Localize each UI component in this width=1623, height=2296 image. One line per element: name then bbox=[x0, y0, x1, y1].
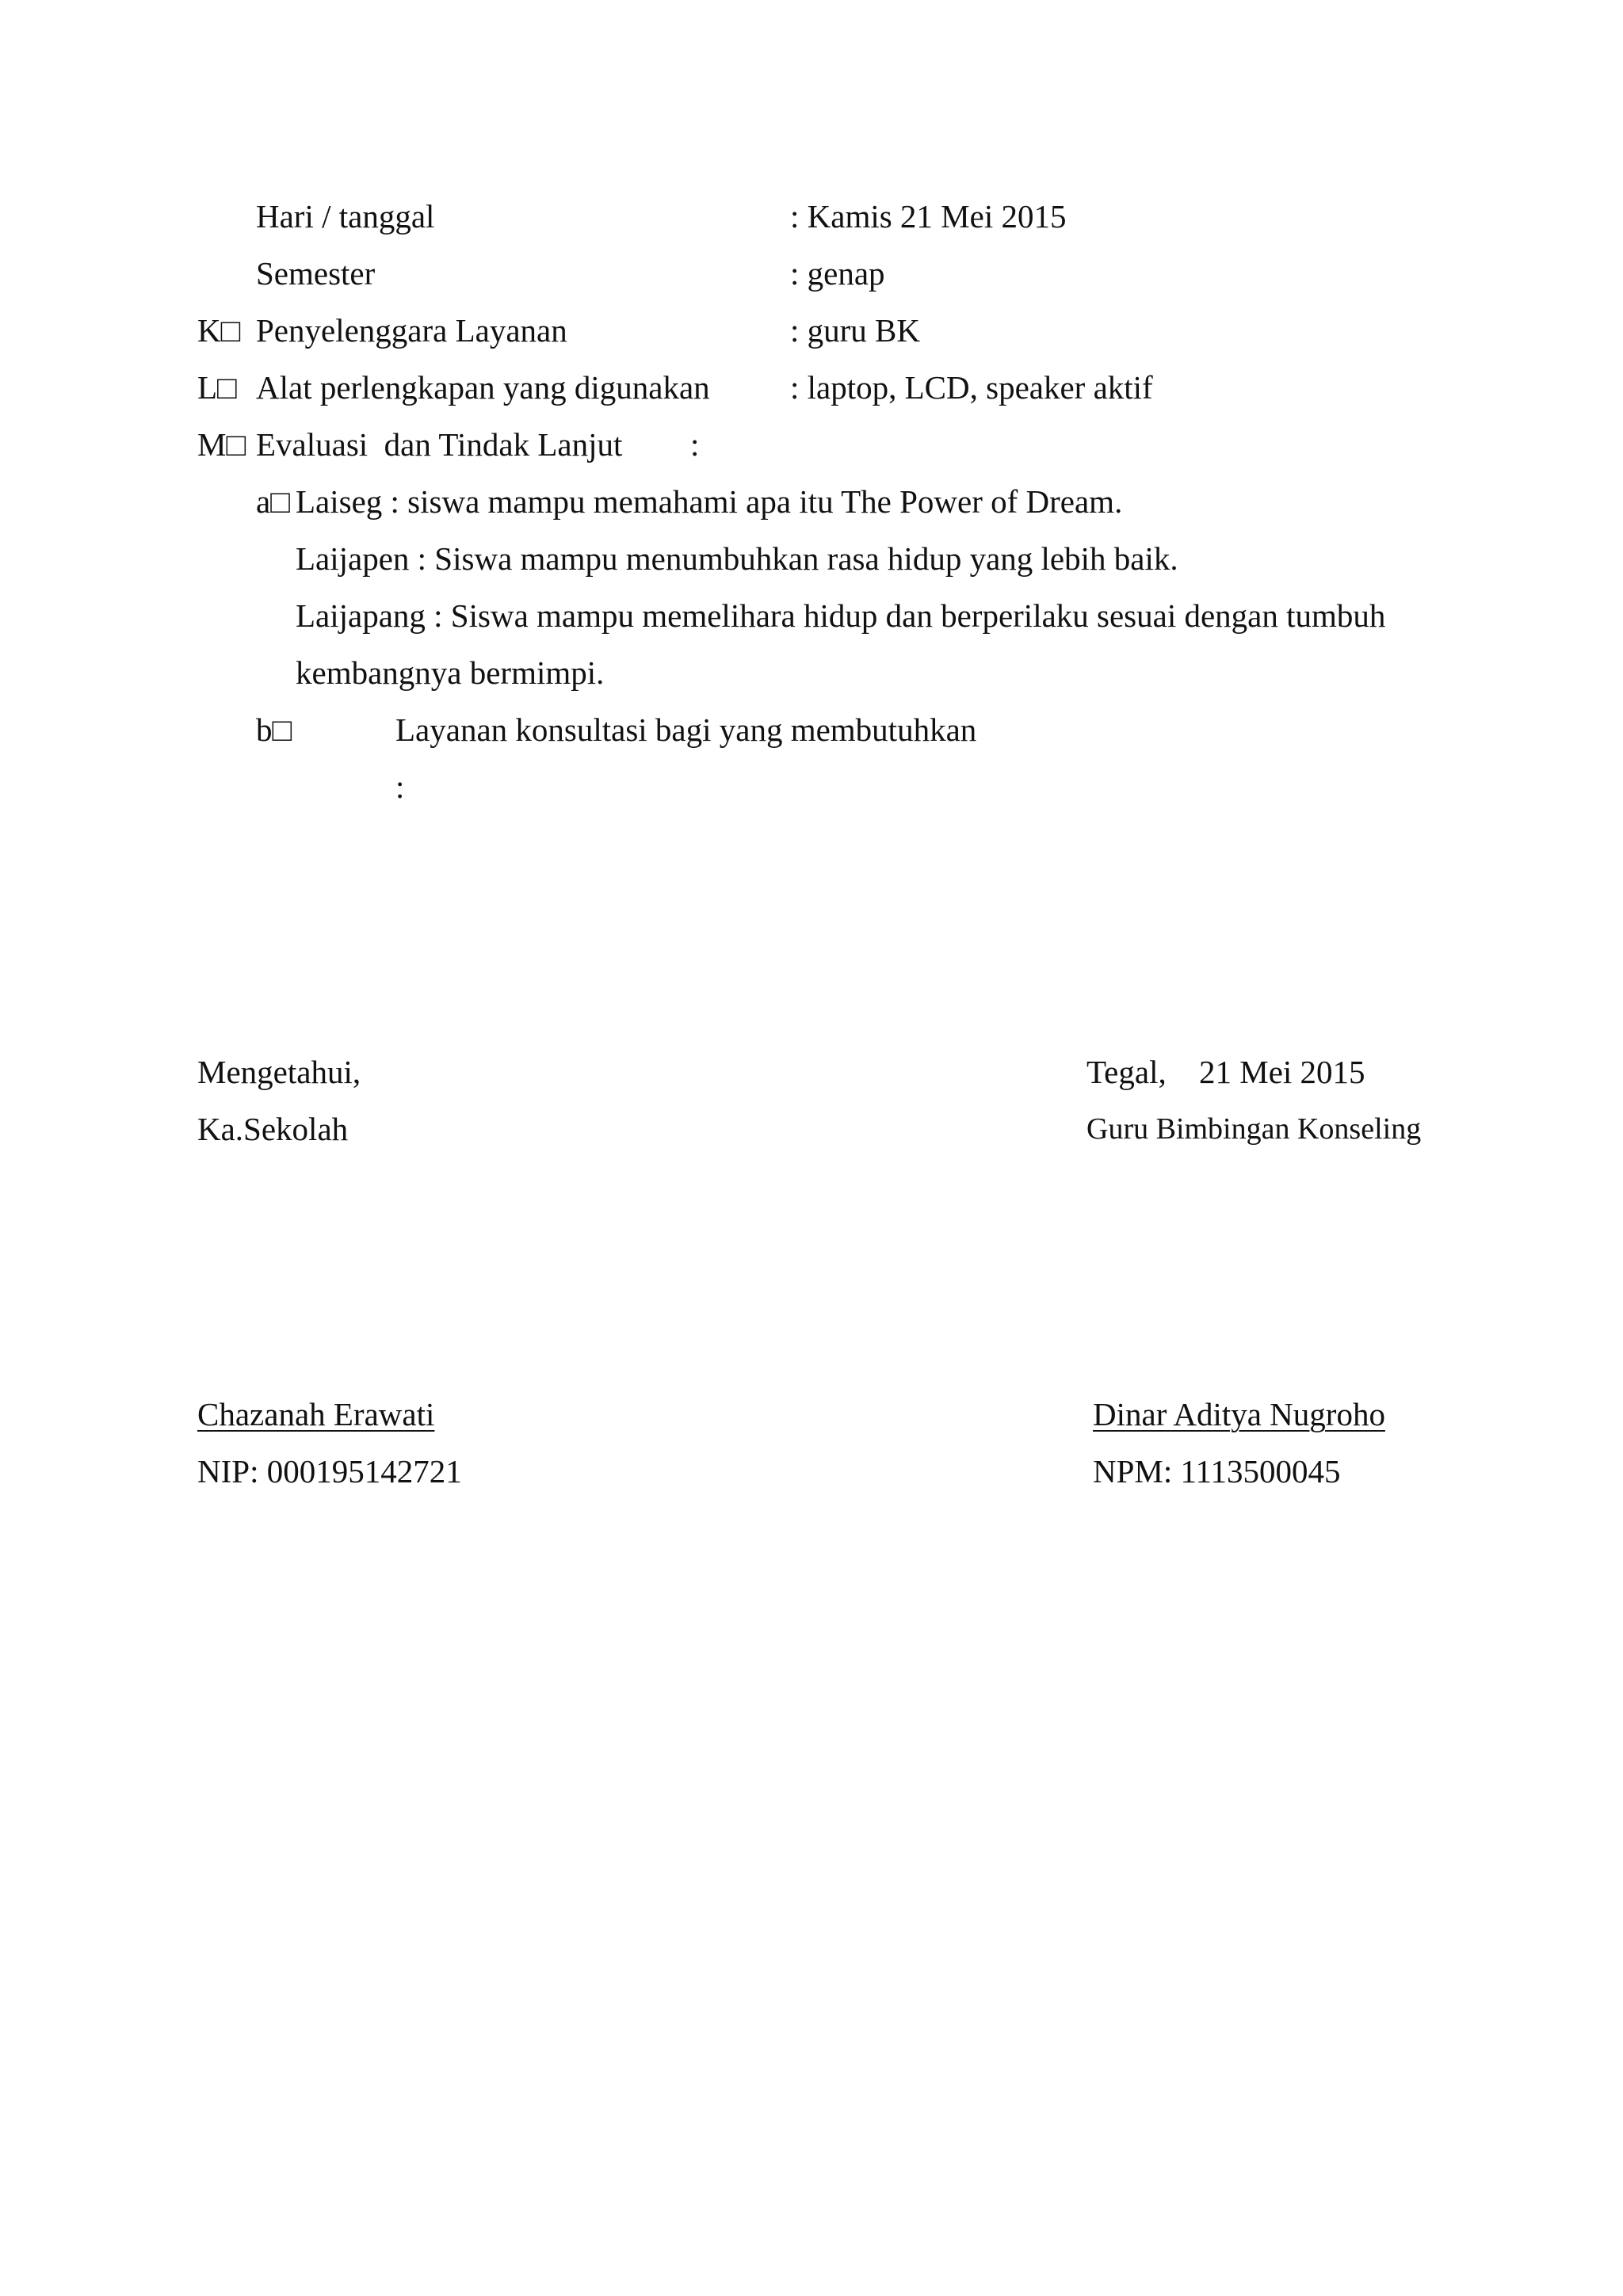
section-k-marker: K□ bbox=[197, 312, 241, 349]
section-m-colon: : bbox=[690, 426, 700, 463]
hari-tanggal-value: : Kamis 21 Mei 2015 bbox=[790, 198, 1067, 235]
eval-b-marker: b□ bbox=[256, 711, 292, 748]
eval-b-text: Layanan konsultasi bagi yang membutuhkan bbox=[395, 711, 977, 748]
guru-bk-name: Dinar Aditya Nugroho bbox=[1093, 1396, 1385, 1432]
eval-laijapen: Laijapen : Siswa mampu menumbuhkan rasa hidup yang lebih baik. bbox=[296, 540, 1178, 577]
section-k-value: : guru BK bbox=[790, 312, 920, 349]
semester-label: Semester bbox=[256, 255, 376, 292]
ka-sekolah-label: Ka.Sekolah bbox=[197, 1111, 349, 1147]
semester-value: : genap bbox=[790, 255, 885, 292]
hari-tanggal-label: Hari / tanggal bbox=[256, 198, 435, 235]
section-m-label: Evaluasi dan Tindak Lanjut bbox=[256, 426, 623, 463]
section-m-marker: M□ bbox=[197, 426, 246, 463]
mengetahui-label: Mengetahui, bbox=[197, 1054, 361, 1090]
section-l-label: Alat perlengkapan yang digunakan bbox=[256, 369, 710, 406]
section-l-value: : laptop, LCD, speaker aktif bbox=[790, 369, 1153, 406]
section-l-marker: L□ bbox=[197, 369, 237, 406]
eval-a-marker: a□ bbox=[256, 483, 290, 520]
place-label: Tegal, bbox=[1086, 1054, 1167, 1090]
ka-sekolah-name: Chazanah Erawati bbox=[197, 1396, 435, 1432]
section-k-label: Penyelenggara Layanan bbox=[256, 312, 567, 349]
guru-bk-label: Guru Bimbingan Konseling bbox=[1086, 1112, 1422, 1146]
eval-laiseg: Laiseg : siswa mampu memahami apa itu The Power of Dream. bbox=[296, 483, 1123, 520]
guru-bk-npm: NPM: 1113500045 bbox=[1093, 1453, 1341, 1489]
eval-laijapang-line-2: kembangnya bermimpi. bbox=[296, 654, 605, 691]
sign-date: 21 Mei 2015 bbox=[1199, 1054, 1365, 1090]
ka-sekolah-nip: NIP: 000195142721 bbox=[197, 1453, 462, 1489]
eval-b-colon: : bbox=[395, 769, 405, 805]
eval-laijapang-line-1: Laijapang : Siswa mampu memelihara hidup dan berperilaku sesuai dengan tumbuh bbox=[296, 597, 1386, 634]
